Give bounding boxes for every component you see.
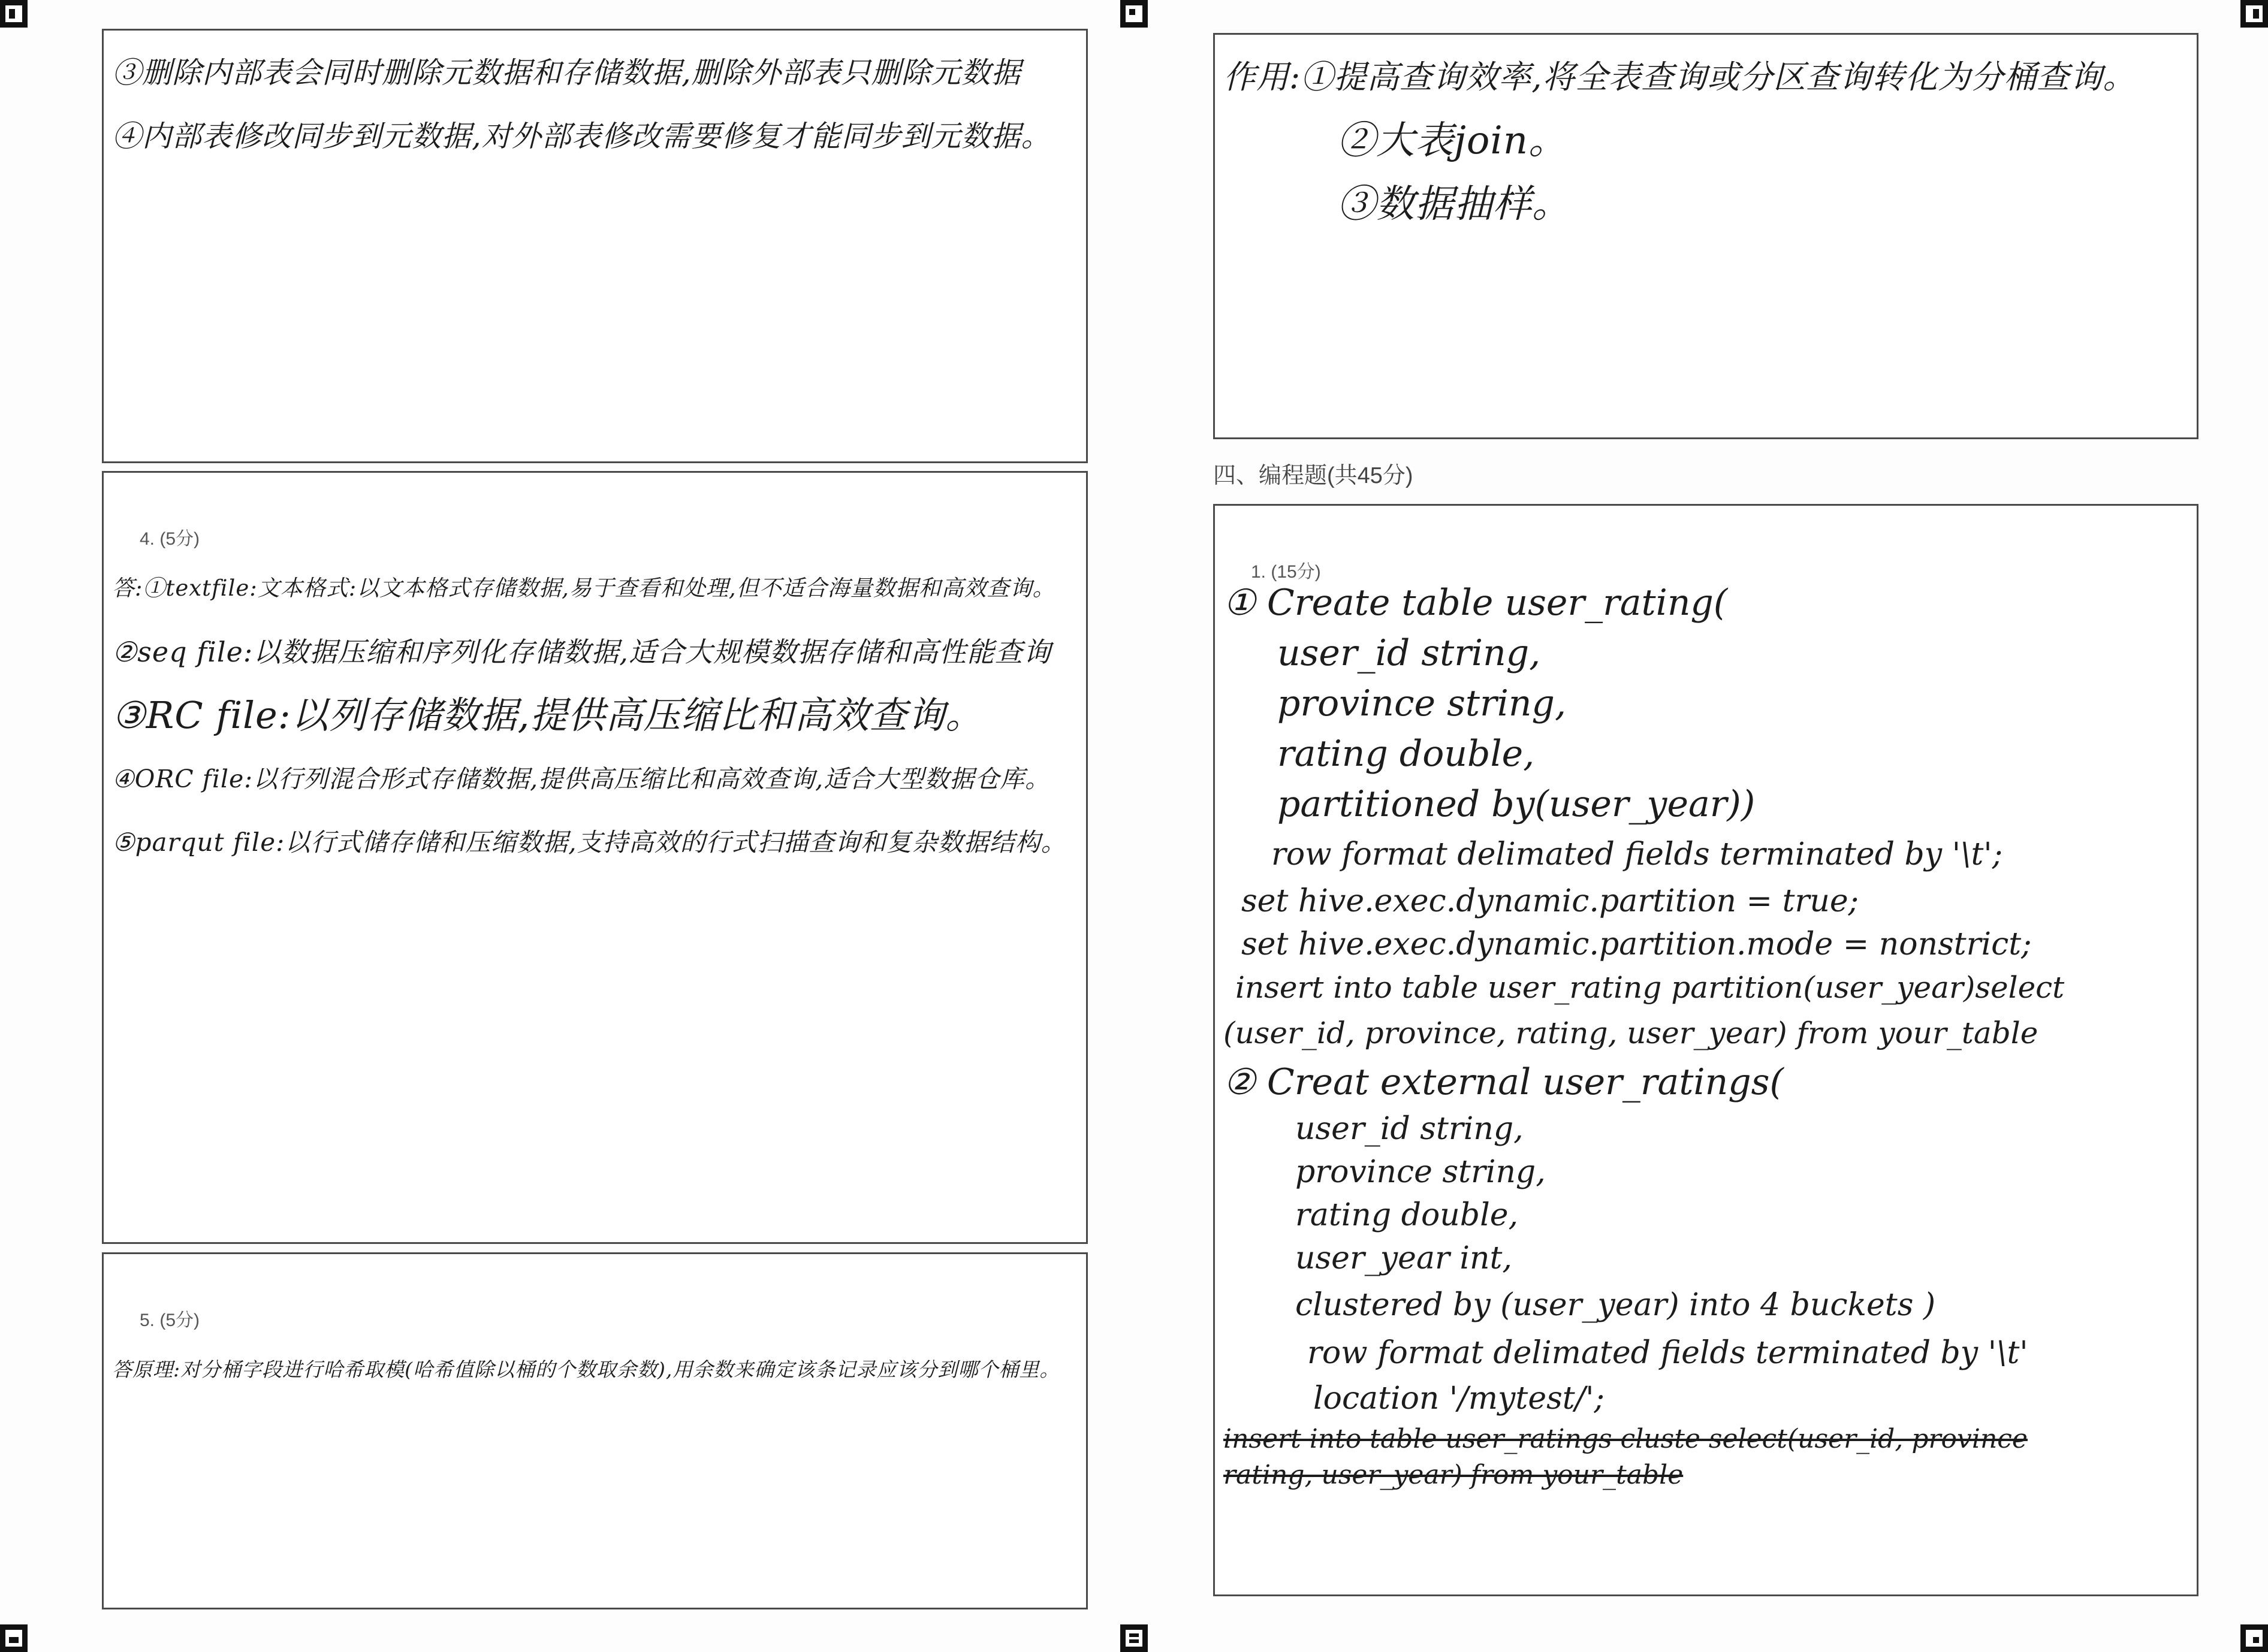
handwritten-code [1223, 578, 2188, 1493]
answer-line: ②seq file:以数据压缩和序列化存储数据,适合大规模数据存储和高性能查询 [112, 636, 1051, 668]
answer-line: 答:①textfile:文本格式:以文本格式存储数据,易于查看和处理,但不适合海量数据和高效查询。 [112, 575, 1055, 601]
answer-box-q3-continued [102, 29, 1088, 463]
answer-box-programming-q1 [1213, 504, 2198, 1596]
struck-out-code-line: rating, user_year) from your_table [1223, 1460, 1684, 1490]
question-number-label: 4. (5分) [140, 529, 200, 549]
answer-line: ④ORC file:以行列混合形式存储数据,提供高压缩比和高效查询,适合大型数据仓库。 [112, 765, 1051, 793]
registration-marker-top-left [0, 0, 28, 28]
handwritten-answer [112, 41, 1078, 168]
answer-line: ③RC file:以列存储数据,提供高压缩比和高效查询。 [112, 693, 984, 737]
code-line: clustered by (user_year) into 4 buckets ) [1295, 1287, 1936, 1323]
registration-marker-bottom-left [0, 1624, 28, 1652]
code-line: user_year int, [1295, 1240, 1512, 1276]
handwritten-answer [112, 1338, 1078, 1402]
code-line: ② Creat external user_ratings( [1223, 1061, 1784, 1103]
answer-line: ②大表join。 [1337, 119, 1568, 163]
code-line: user_id string, [1295, 1111, 1524, 1147]
code-line: ① Create table user_rating( [1223, 582, 1728, 624]
answer-box-q4 [102, 471, 1088, 1244]
code-line: row format delimated fields terminated by '\t'; [1271, 836, 2003, 872]
handwritten-answer [1223, 46, 2188, 236]
answer-line: ⑤parqut file:以行式储存储和压缩数据,支持高效的行式扫描查询和复杂数据结构。 [112, 827, 1067, 857]
answer-line: 作用:①提高查询效率,将全表查询或分区查询转化为分桶查询。 [1223, 58, 2136, 96]
answer-line: ④内部表修改同步到元数据,对外部表修改需要修复才能同步到元数据。 [112, 119, 1051, 153]
question-number-label: 1. (15分) [1251, 562, 1321, 582]
registration-marker-bottom-right [2240, 1624, 2268, 1652]
section-title: 四、编程题(共45分) [1213, 463, 1413, 488]
code-line: user_id string, [1277, 632, 1541, 674]
code-line: province string, [1295, 1154, 1546, 1190]
answer-line: ③删除内部表会同时删除元数据和存储数据,删除外部表只删除元数据 [112, 56, 1021, 90]
answer-line: ③数据抽样。 [1337, 182, 1571, 226]
code-line: partitioned by(user_year)) [1277, 783, 1756, 825]
handwritten-answer [112, 557, 1078, 874]
code-line: row format delimated fields terminated by '\t' [1307, 1335, 2028, 1371]
code-line: province string, [1277, 682, 1567, 724]
registration-marker-bottom-center [1120, 1624, 1148, 1652]
registration-marker-top-center [1120, 0, 1148, 28]
code-line: insert into table user_rating partition(user_year)select [1235, 970, 2065, 1005]
code-line: location '/mytest/'; [1313, 1381, 1605, 1417]
code-line: (user_id, province, rating, user_year) from your_table [1223, 1016, 2038, 1050]
code-line: rating double, [1295, 1197, 1518, 1233]
struck-out-code-line: insert into table user_ratings cluste select(user_id, province [1223, 1424, 2028, 1454]
answer-box-q5 [102, 1252, 1088, 1609]
code-line: set hive.exec.dynamic.partition = true; [1241, 883, 1859, 919]
answer-line: 答原理:对分桶字段进行哈希取模(哈希值除以桶的个数取余数),用余数来确定该条记录应该分到哪个桶里。 [112, 1358, 1060, 1381]
registration-marker-top-right [2240, 0, 2268, 28]
code-line: set hive.exec.dynamic.partition.mode = nonstrict; [1241, 926, 2032, 962]
code-line: rating double, [1277, 733, 1535, 775]
question-number-label: 5. (5分) [140, 1310, 200, 1330]
answer-box-bucket-purpose [1213, 33, 2198, 439]
